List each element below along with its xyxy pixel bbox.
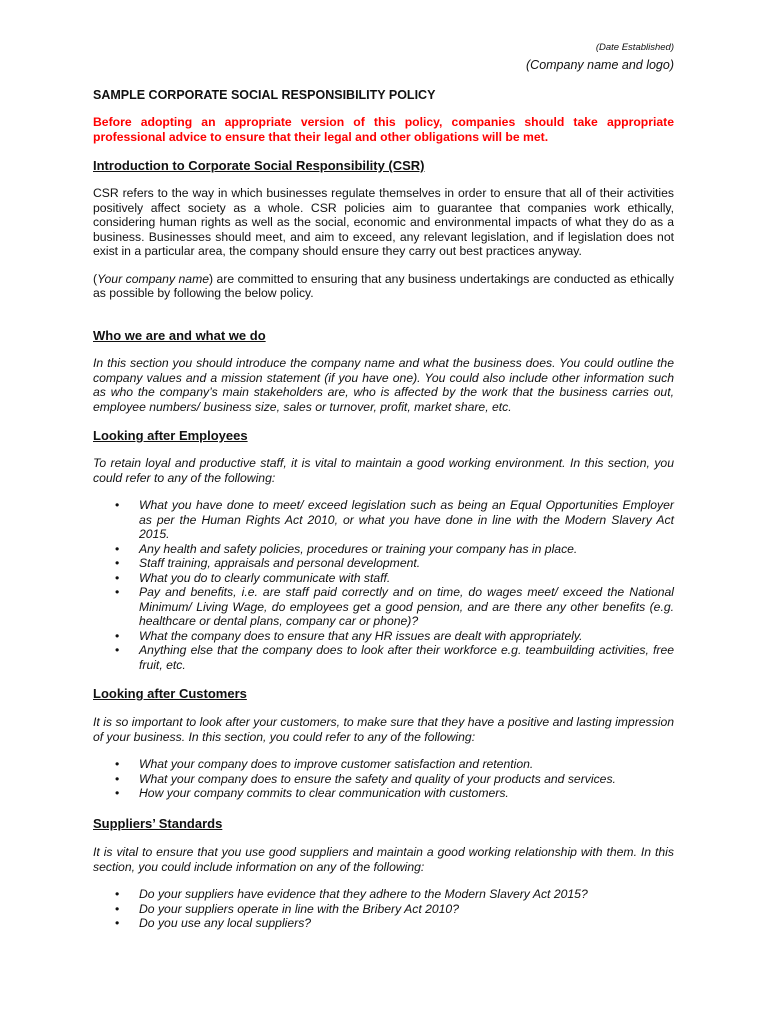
customers-heading: Looking after Customers [93, 686, 247, 701]
employees-heading: Looking after Employees [93, 428, 248, 443]
bullet-icon: • [115, 643, 120, 657]
company-name-placeholder: Your company name [97, 271, 209, 286]
suppliers-heading: Suppliers’ Standards [93, 816, 223, 831]
who-paragraph: In this section you should introduce the company name and what the business does. You could outline the company values and a mission statement (if you have one). You could also include other information such as who the company’s main stakeholders are, who is affected by the work that the business carries out, employee numbers/ business size, sales or turnover, profit, market share, etc. [93, 356, 674, 414]
bullet-icon: • [115, 757, 120, 771]
intro-heading: Introduction to Corporate Social Responsibility (CSR) [93, 158, 425, 173]
list-item: • What the company does to ensure that any HR issues are dealt with appropriately. [115, 628, 583, 643]
company-name-logo-placeholder: (Company name and logo) [526, 58, 674, 72]
page-title: SAMPLE CORPORATE SOCIAL RESPONSIBILITY POLICY [93, 88, 436, 102]
customers-section [93, 686, 674, 801]
bullet-icon: • [115, 887, 120, 901]
intro-paragraph-2 [93, 272, 674, 301]
list-item: • Staff training, appraisals and personal development. [115, 556, 421, 570]
bullet-icon: • [115, 498, 120, 512]
list-item: • What your company does to ensure the safety and quality of your products and services. [115, 771, 616, 786]
employees-list [93, 498, 674, 672]
date-established: (Date Established) [595, 42, 674, 53]
list-item: • Do your suppliers have evidence that they adhere to the Modern Slavery Act 2015? [115, 887, 588, 901]
customers-list [93, 757, 674, 801]
bullet-icon: • [115, 570, 120, 585]
who-section [93, 328, 674, 414]
customers-paragraph: It is so important to look after your customers, to make sure that they have a positive and lasting impression of your business. In this section, you could refer to any of the following: [93, 715, 674, 744]
bullet-icon: • [115, 556, 120, 570]
bullet-icon: • [115, 628, 120, 643]
intro-section [93, 158, 674, 301]
intro-paragraph-2-text: ) are committed to ensuring that any business undertakings are conducted as ethically as possible by following the below policy. [93, 271, 674, 300]
employees-section [93, 428, 674, 672]
bullet-icon: • [115, 916, 120, 930]
suppliers-section [93, 816, 674, 931]
bullet-icon: • [115, 541, 120, 556]
bullet-icon: • [115, 786, 120, 800]
list-item: • Pay and benefits, i.e. are staff paid correctly and on time, do wages meet/ exceed the National Minimum/ Living Wage, do employees get a good pension, and are there any other benefits (e.g. healthcare or dental plans, company car or phone)? [115, 585, 674, 628]
list-item: • What your company does to improve customer satisfaction and retention. [115, 757, 534, 771]
list-item: • Anything else that the company does to look after their workforce e.g. teambuilding activities, free fruit, etc. [115, 643, 674, 672]
suppliers-paragraph: It is vital to ensure that you use good suppliers and maintain a good working relationship with them. In this section, you could include information on any of the following: [93, 845, 674, 874]
list-item: • Do you use any local suppliers? [115, 916, 312, 930]
suppliers-list [93, 887, 674, 931]
list-item: • What you have done to meet/ exceed legislation such as being an Equal Opportunities Employer as per the Human Rights Act 2010, or what you have done in line with the Modern Slavery Act 2015. [115, 498, 674, 541]
list-item: • What you do to clearly communicate with staff. [115, 570, 391, 585]
employees-paragraph: To retain loyal and productive staff, it is vital to maintain a good working environment. In this section, you could refer to any of the following: [93, 456, 674, 485]
list-item: • Do your suppliers operate in line with the Bribery Act 2010? [115, 901, 459, 916]
intro-paren-open: ( [93, 271, 98, 286]
bullet-icon: • [115, 585, 120, 599]
bullet-icon: • [115, 771, 120, 786]
who-heading: Who we are and what we do [93, 328, 266, 343]
list-item: • How your company commits to clear communication with customers. [115, 786, 509, 800]
bullet-icon: • [115, 901, 120, 916]
intro-paragraph-1: CSR refers to the way in which businesses regulate themselves in order to ensure that all of their activities positively affect society as a whole. CSR policies aim to guarantee that companies work ethically, considering human rights as well as the social, economic and environmental impacts of what they do as a business. Businesses should meet, and aim to exceed, any relevant legislation, and if legislation does not exist in a particular area, the company should ensure they carry out best practices anyway. [93, 186, 674, 258]
legal-warning: Before adopting an appropriate version of this policy, companies should take appropriate professional advice to ensure that their legal and other obligations will be met. [93, 115, 674, 144]
list-item: • Any health and safety policies, procedures or training your company has in place. [115, 541, 578, 556]
